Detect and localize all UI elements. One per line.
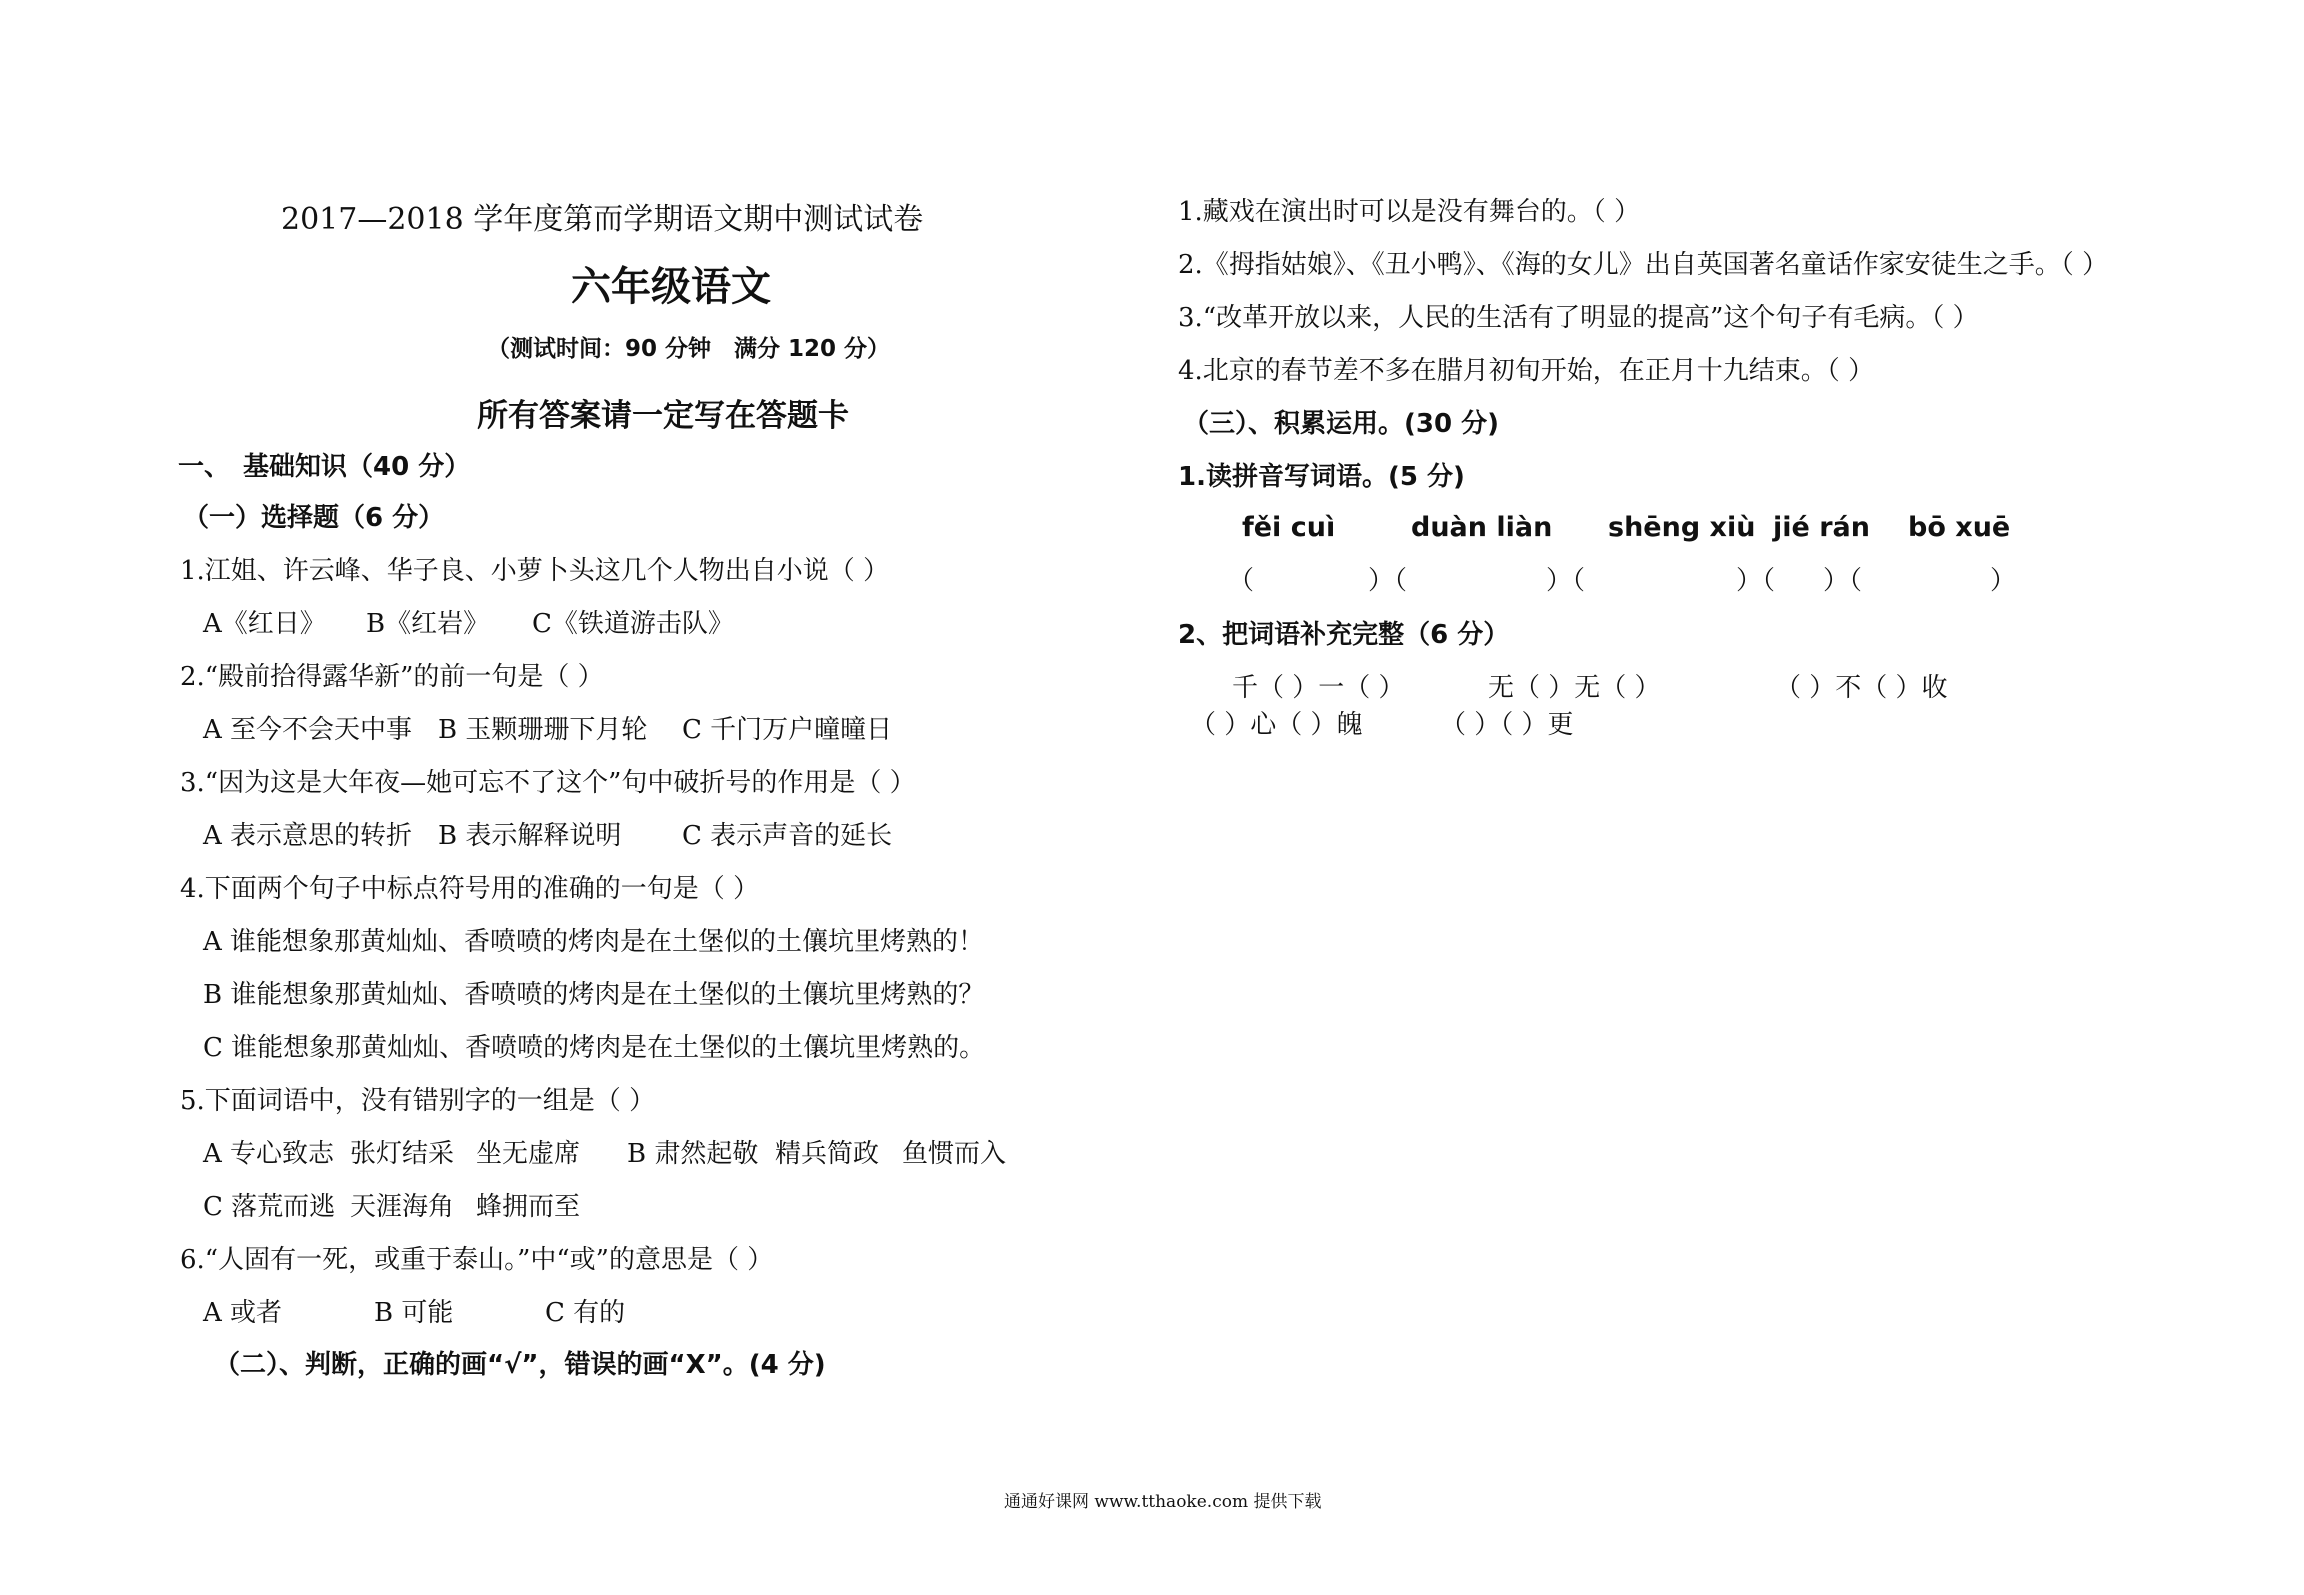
answer-blank: ）（ — [1736, 566, 1776, 596]
option: 蜂拥而至 — [476, 1192, 581, 1222]
option: B 可能 — [374, 1298, 454, 1328]
option: C 千门万户曈曈日 — [682, 715, 893, 745]
footer-source: 通通好课网 www.tthaoke.com 提供下载 — [1004, 1492, 1322, 1512]
test-time-info: （测试时间：90 分钟 满分 120 分） — [487, 336, 891, 362]
answer-blank: ） — [1990, 566, 2017, 596]
fill-item: （ ）心（ ）魄 — [1190, 710, 1363, 740]
grade-title: 六年级语文 — [571, 264, 771, 310]
answer-card-note: 所有答案请一定写在答题卡 — [477, 398, 849, 434]
option: A 谁能想象那黄灿灿、香喷喷的烤肉是在土堡似的土儴坑里烤熟的！ — [203, 927, 985, 957]
option: B《红岩》 — [366, 609, 490, 639]
judgment-item: 3.“改革开放以来，人民的生活有了明显的提高”这个句子有毛病。（ ） — [1178, 303, 1979, 333]
option: 张灯结采 — [350, 1139, 455, 1169]
fill-item: 千（ ）一（ ） — [1232, 673, 1405, 703]
option: A 至今不会天中事 — [203, 715, 413, 745]
fill-item: （ ）（ ）更 — [1440, 710, 1574, 740]
option: B 表示解释说明 — [438, 821, 622, 851]
question-stem: 4.下面两个句子中标点符号用的准确的一句是（ ） — [180, 874, 760, 904]
question-stem: 6.“人固有一死，或重于泰山。”中“或”的意思是（ ） — [180, 1245, 774, 1275]
option: 精兵简政 — [775, 1139, 880, 1169]
option: A 表示意思的转折 — [203, 821, 413, 851]
option: A 专心致志 — [203, 1139, 335, 1169]
subsection-heading-judgment: （二）、判断，正确的画“√”，错误的画“X”。(4 分) — [214, 1350, 826, 1380]
pinyin-word: jié rán — [1773, 512, 1870, 543]
option: C 落荒而逃 — [203, 1192, 336, 1222]
question-stem: 1.江姐、许云峰、华子良、小萝卜头这几个人物出自小说（ ） — [180, 556, 890, 586]
fill-item: 无（ ）无（ ） — [1488, 673, 1661, 703]
section-heading-basic: 一、 基础知识（40 分） — [178, 452, 471, 482]
pinyin-word: shēng xiù — [1608, 512, 1756, 543]
question-stem: 5.下面词语中，没有错别字的一组是（ ） — [180, 1086, 656, 1116]
question-stem: 2.“殿前拾得露华新”的前一句是（ ） — [180, 662, 604, 692]
answer-blank: ）（ — [1823, 566, 1863, 596]
option: B 谁能想象那黄灿灿、香喷喷的烤肉是在土堡似的土儴坑里烤熟的？ — [203, 980, 985, 1010]
judgment-item: 4.北京的春节差不多在腊月初旬开始，在正月十九结束。（ ） — [1178, 356, 1875, 386]
section-heading-accumulate: （三）、积累运用。(30 分) — [1183, 409, 1499, 439]
option: B 玉颗珊珊下月轮 — [438, 715, 648, 745]
option: 鱼惯而入 — [902, 1139, 1007, 1169]
pinyin-word: fěi cuì — [1242, 512, 1336, 543]
option: C 表示声音的延长 — [682, 821, 893, 851]
option: C《铁道游击队》 — [532, 609, 734, 639]
fill-question-heading: 2、把词语补充完整（6 分） — [1178, 620, 1510, 650]
subsection-heading-choice: （一）选择题（6 分） — [183, 503, 445, 533]
judgment-item: 1.藏戏在演出时可以是没有舞台的。（ ） — [1178, 197, 1641, 227]
pinyin-word: duàn liàn — [1411, 512, 1553, 543]
option: 天涯海角 — [350, 1192, 455, 1222]
option: C 谁能想象那黄灿灿、香喷喷的烤肉是在土堡似的土儴坑里烤熟的。 — [203, 1033, 986, 1063]
option: C 有的 — [545, 1298, 626, 1328]
answer-blank: ）（ — [1546, 566, 1586, 596]
pinyin-word: bō xuē — [1908, 512, 2011, 543]
option: B 肃然起敬 — [627, 1139, 759, 1169]
paper-title: 2017—2018 学年度第而学期语文期中测试试卷 — [281, 202, 924, 237]
answer-blank: ）（ — [1368, 566, 1408, 596]
option: A《红日》 — [203, 609, 326, 639]
question-stem: 3.“因为这是大年夜—她可忘不了这个”句中破折号的作用是（ ） — [180, 768, 916, 798]
option: 坐无虚席 — [476, 1139, 581, 1169]
pinyin-question-heading: 1.读拼音写词语。(5 分) — [1178, 462, 1465, 492]
answer-blank: （ — [1228, 566, 1255, 596]
judgment-item: 2.《拇指姑娘》、《丑小鸭》、《海的女儿》出自英国著名童话作家安徒生之手。（ ） — [1178, 250, 2109, 280]
option: A 或者 — [203, 1298, 283, 1328]
fill-item: （ ）不（ ）收 — [1775, 673, 1948, 703]
